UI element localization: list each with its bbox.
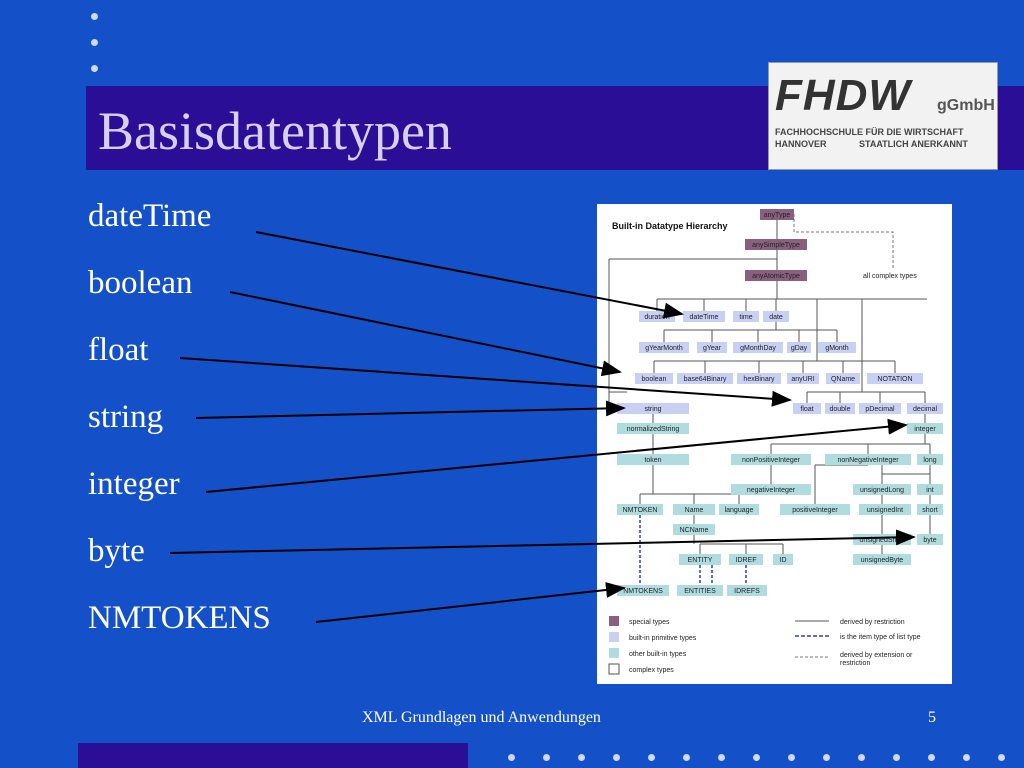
- decor-dot: [823, 754, 830, 761]
- decor-dot: [648, 754, 655, 761]
- node-gyearmonth: [639, 342, 689, 353]
- legend-swatch-special: [609, 616, 619, 626]
- node-nonpositiveinteger: [731, 454, 811, 465]
- term-byte: byte: [88, 533, 145, 569]
- node-long: [917, 454, 943, 465]
- node-anyuri: [787, 373, 819, 384]
- node-unsignedshort: [853, 534, 911, 545]
- fhdw-logo: [768, 62, 998, 170]
- legend-complex: complex types: [629, 667, 674, 674]
- legend-swatch-primitive: [609, 632, 619, 642]
- node-float: [793, 403, 821, 414]
- decor-dot: [928, 754, 935, 761]
- node-label: unsignedShort: [859, 537, 905, 544]
- node-label: date: [769, 314, 783, 321]
- logo-suffix: gGmbH: [937, 97, 995, 114]
- node-idref: [729, 554, 763, 565]
- node-language: [719, 504, 759, 515]
- legend-primitive: built-in primitive types: [629, 635, 697, 642]
- node-boolean: [635, 373, 673, 384]
- node-decimal: [907, 403, 943, 414]
- node-label: positiveInteger: [792, 507, 838, 514]
- node-entity: [679, 554, 721, 565]
- node-gday: [787, 342, 811, 353]
- node-label: unsignedByte: [860, 557, 904, 564]
- node-name: [673, 504, 715, 515]
- node-integer: [907, 423, 943, 434]
- decor-dot: [963, 754, 970, 761]
- legend-swatch-complex: [609, 664, 619, 674]
- node-date: [763, 311, 789, 322]
- decor-dot: [543, 754, 550, 761]
- logo-line1: FACHHOCHSCHULE FÜR DIE WIRTSCHAFT: [775, 127, 964, 137]
- term-nmtokens: NMTOKENS: [88, 600, 271, 636]
- node-datetime: [683, 311, 725, 322]
- node-all-complex-types: all complex types: [863, 273, 917, 280]
- legend-swatch-other: [609, 648, 619, 658]
- node-label: negativeInteger: [746, 487, 796, 494]
- arrow-nmtokens: [316, 588, 624, 622]
- node-label: unsignedLong: [860, 487, 904, 494]
- node-label: anySimpleType: [752, 242, 800, 249]
- node-nmtoken: [617, 504, 663, 515]
- decor-dot: [788, 754, 795, 761]
- node-label: ID: [779, 557, 787, 564]
- node-idrefs: [727, 585, 767, 596]
- node-gyear: [697, 342, 727, 353]
- logo-line2a: HANNOVER: [775, 139, 827, 149]
- node-label: string: [644, 406, 662, 413]
- node-label: int: [926, 487, 934, 494]
- node-label: boolean: [641, 376, 667, 383]
- node-duration: [639, 311, 675, 322]
- node-label: token: [644, 457, 662, 464]
- node-entities: [677, 585, 723, 596]
- term-datetime: dateTime: [88, 198, 212, 234]
- node-label: duration: [644, 314, 670, 321]
- term-string: string: [88, 399, 164, 435]
- node-label: gMonthDay: [740, 345, 776, 352]
- node-anytype: [760, 209, 794, 220]
- legend-special: special types: [629, 619, 670, 626]
- decor-dot: [718, 754, 725, 761]
- node-label: language: [724, 507, 754, 514]
- node-label: ENTITY: [687, 557, 713, 564]
- datatype-hierarchy-diagram: [597, 204, 952, 684]
- node-label: NCName: [679, 527, 709, 534]
- node-label: pDecimal: [865, 406, 895, 413]
- node-gmonthday: [733, 342, 783, 353]
- slide-title: Basisdatentypen: [98, 101, 452, 161]
- decor-dot: [858, 754, 865, 761]
- decor-dot: [998, 754, 1005, 761]
- node-double: [825, 403, 855, 414]
- decor-dot: [91, 65, 98, 72]
- node-label: decimal: [912, 406, 938, 413]
- node-label: byte: [923, 537, 937, 544]
- legend-other: other built-in types: [629, 651, 687, 658]
- node-unsignedbyte: [853, 554, 911, 565]
- node-label: integer: [914, 426, 936, 433]
- node-label: anyType: [763, 212, 791, 219]
- node-nonnegativeinteger: [825, 454, 911, 465]
- decor-dot: [893, 754, 900, 761]
- legend-extension1: derived by extension or: [840, 652, 913, 659]
- node-label: normalizedString: [626, 426, 680, 433]
- node-label: NMTOKENS: [623, 588, 663, 595]
- diagram-lines: [609, 214, 930, 585]
- node-qname: [826, 373, 860, 384]
- decor-dot: [508, 754, 515, 761]
- node-label: NMTOKEN: [622, 507, 658, 514]
- decor-dot: [683, 754, 690, 761]
- decor-dot: [91, 13, 98, 20]
- node-label: long: [923, 457, 937, 464]
- node-label: NOTATION: [877, 376, 913, 383]
- decor-dot: [753, 754, 760, 761]
- node-label: time: [739, 314, 753, 321]
- node-label: anyURI: [791, 376, 815, 383]
- node-label: nonPositiveInteger: [742, 457, 800, 464]
- arrow-string: [196, 408, 624, 418]
- node-time: [733, 311, 759, 322]
- legend-restriction: derived by restriction: [840, 619, 905, 626]
- node-pdecimal: [859, 403, 901, 414]
- node-positiveinteger: [780, 504, 850, 515]
- page-number: 5: [928, 709, 936, 726]
- node-label: gYear: [702, 345, 722, 352]
- decor-dot: [91, 39, 98, 46]
- footer-bar: [78, 743, 468, 768]
- extension-line: [794, 214, 893, 270]
- term-boolean: boolean: [88, 265, 193, 301]
- node-label: IDREFS: [734, 588, 760, 595]
- node-unsignedlong: [853, 484, 911, 495]
- node-notation: [867, 373, 923, 384]
- node-id: [773, 554, 793, 565]
- node-label: short: [922, 507, 938, 514]
- diagram-title: Built-in Datatype Hierarchy: [612, 221, 728, 231]
- node-label: unsignedInt: [866, 507, 904, 514]
- legend-extension2: restriction: [840, 660, 871, 667]
- node-string: [617, 403, 689, 414]
- footer-title: XML Grundlagen und Anwendungen: [362, 709, 601, 726]
- node-label: double: [829, 406, 851, 413]
- node-label: float: [800, 406, 814, 413]
- node-negativeinteger: [731, 484, 811, 495]
- node-label: gYearMonth: [645, 345, 683, 352]
- node-int: [917, 484, 943, 495]
- term-float: float: [88, 332, 149, 368]
- decor-dot: [578, 754, 585, 761]
- node-anyatomictype: [745, 270, 807, 281]
- logo-wordmark: FHDW: [775, 71, 911, 120]
- arrow-boolean: [230, 292, 620, 372]
- node-hexbinary: [737, 373, 781, 384]
- node-label: QName: [830, 376, 856, 383]
- node-label: dateTime: [689, 314, 719, 321]
- node-label: ENTITIES: [684, 588, 716, 595]
- node-nmtokens: [617, 585, 669, 596]
- node-label: hexBinary: [743, 376, 775, 383]
- node-label: IDREF: [735, 557, 757, 564]
- legend-list: is the item type of list type: [840, 634, 921, 641]
- term-integer: integer: [88, 466, 180, 502]
- node-label: gDay: [790, 345, 808, 352]
- node-normalizedstring: [617, 423, 689, 434]
- logo-line2b: STAATLICH ANERKANNT: [859, 139, 968, 149]
- node-gmonth: [818, 342, 856, 353]
- node-ncname: [673, 524, 715, 535]
- node-unsignedint: [859, 504, 911, 515]
- node-byte: [917, 534, 943, 545]
- diagram-legend: [609, 616, 921, 674]
- node-token: [617, 454, 689, 465]
- diagram-nodes: [617, 209, 943, 596]
- node-anysimpletype: [745, 239, 807, 250]
- decor-dot: [613, 754, 620, 761]
- node-label: anyAtomicType: [752, 273, 800, 280]
- node-label: gMonth: [825, 345, 849, 352]
- node-label: base64Binary: [683, 376, 727, 383]
- node-label: Name: [684, 507, 704, 514]
- node-label: nonNegativeInteger: [837, 457, 899, 464]
- node-short: [917, 504, 943, 515]
- node-base64binary: [677, 373, 733, 384]
